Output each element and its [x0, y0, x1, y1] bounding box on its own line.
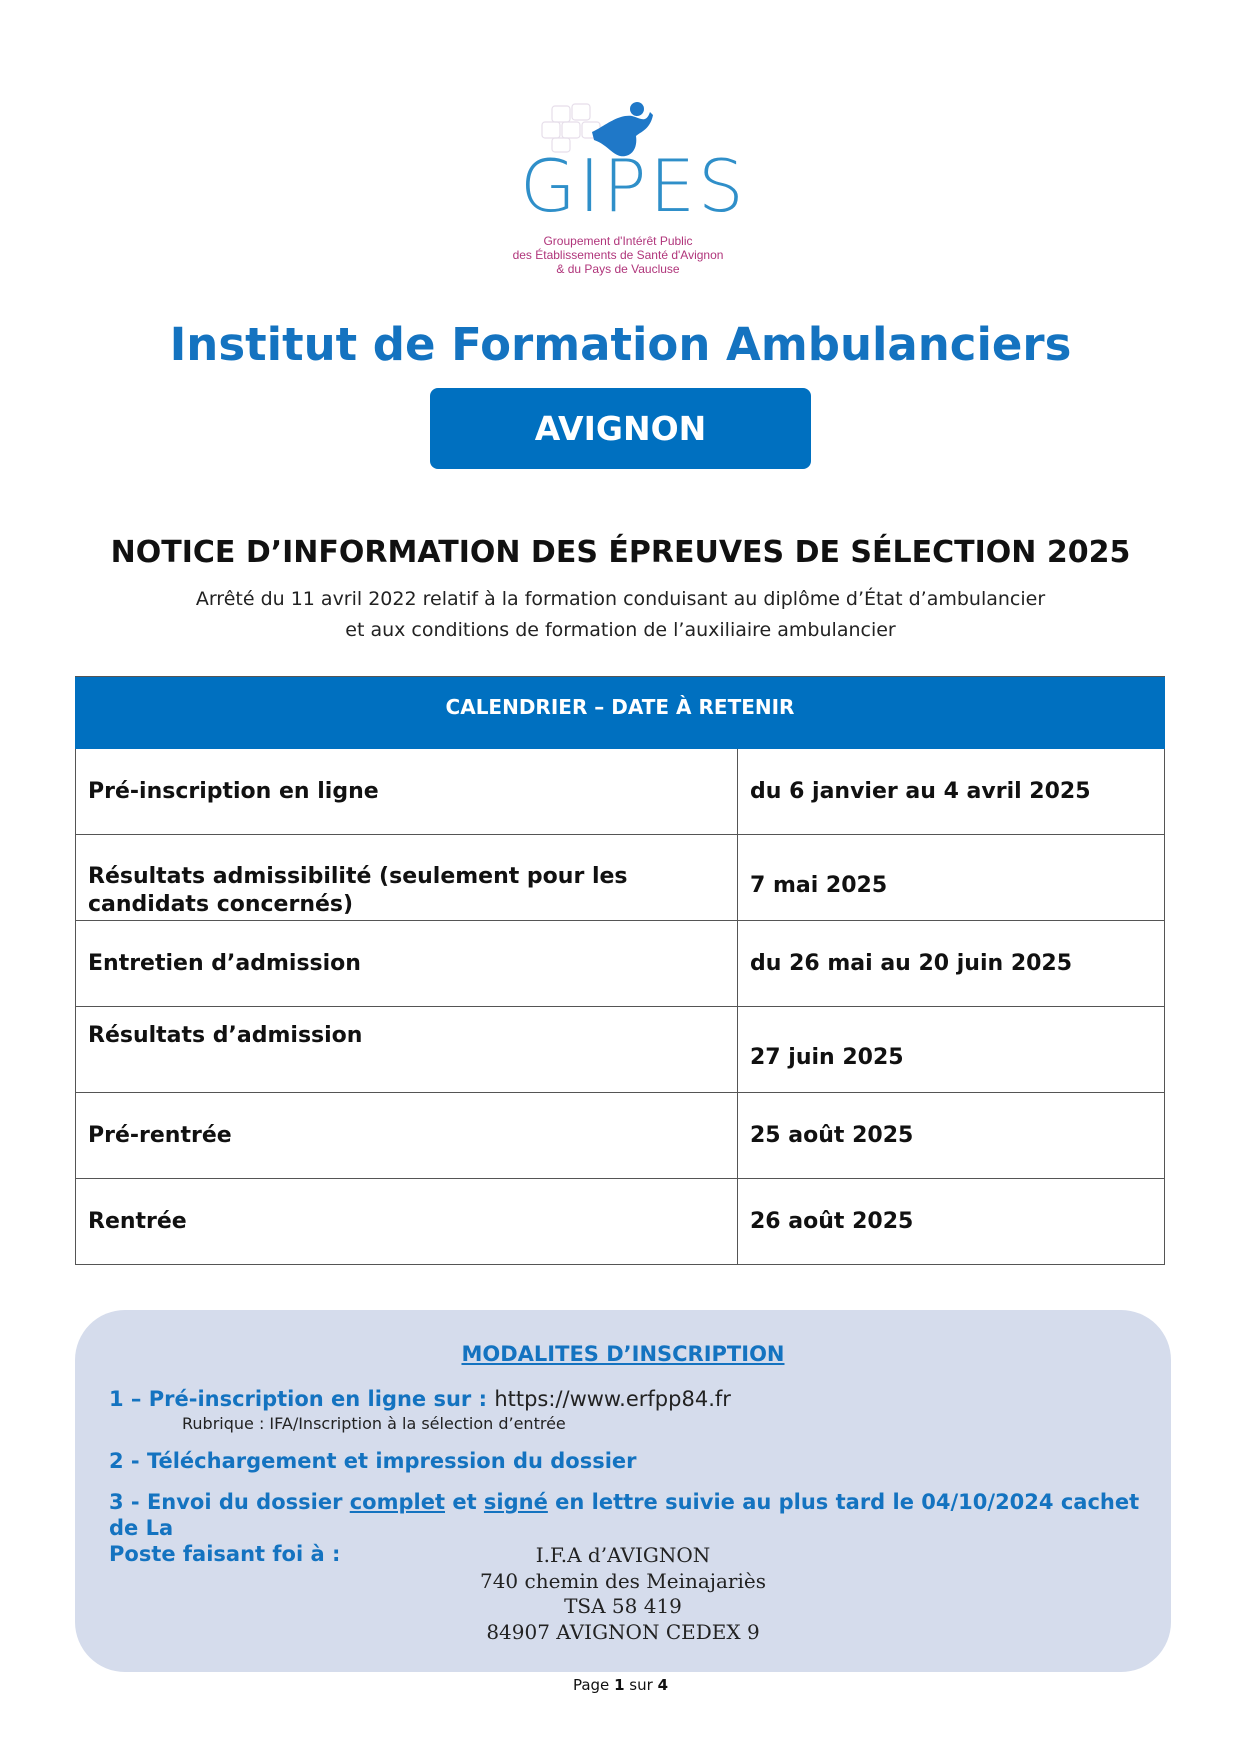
notice-title: NOTICE D’INFORMATION DES ÉPREUVES DE SÉLECTION 2025 — [110, 535, 1131, 570]
table-row — [75, 1179, 1165, 1265]
step-1: 1 – Pré-inscription en ligne sur : https://www.erfpp84.fr — [109, 1387, 731, 1411]
city-badge: AVIGNON — [430, 388, 811, 469]
row-date: 26 août 2025 — [750, 1209, 914, 1234]
row-label: Rentrée — [76, 1179, 738, 1264]
page-number: Page 1 sur 4 — [572, 1676, 669, 1694]
table-row — [75, 749, 1165, 835]
step-3: 3 - Envoi du dossier complet et signé en lettre suivie au plus tard le 04/10/2024 cachet de La Poste faisant foi à : — [109, 1490, 1140, 1566]
logo-wordmark: GIPES — [520, 144, 747, 228]
modalites-panel — [75, 1310, 1171, 1672]
table-row — [75, 1093, 1165, 1179]
logo-subtitle: Groupement d'Intérêt Public des Établissements de Santé d'Avignon & du Pays de Vaucluse — [512, 234, 724, 276]
row-date: 7 mai 2025 — [750, 873, 888, 898]
table-row — [75, 921, 1165, 1007]
row-date: 27 juin 2025 — [750, 1045, 904, 1070]
step-1-rubrique: Rubrique : IFA/Inscription à la sélection d’entrée — [182, 1414, 566, 1433]
modalites-title: MODALITES D’INSCRIPTION — [461, 1342, 785, 1366]
row-date: du 6 janvier au 4 avril 2025 — [750, 779, 1091, 804]
page-title: Institut de Formation Ambulanciers — [169, 318, 1072, 371]
calendar-table — [75, 676, 1165, 1265]
table-row — [75, 835, 1165, 921]
row-date: du 26 mai au 20 juin 2025 — [750, 951, 1073, 976]
calendar-header: CALENDRIER – DATE À RETENIR — [75, 677, 1165, 749]
notice-subtitle: Arrêté du 11 avril 2022 relatif à la formation conduisant au diplôme d’État d’ambulancier et aux conditions de formation de l’auxiliaire ambulancier — [195, 588, 1046, 641]
row-label: Pré-rentrée — [76, 1093, 738, 1178]
table-row — [75, 1007, 1165, 1093]
row-label: Résultats d’admission — [76, 1007, 738, 1092]
postal-address: I.F.A d’AVIGNON 740 chemin des Meinajariès TSA 58 419 84907 AVIGNON CEDEX 9 — [479, 1543, 766, 1644]
row-label: Entretien d’admission — [76, 921, 738, 1006]
row-date: 25 août 2025 — [750, 1123, 914, 1148]
registration-link[interactable]: https://www.erfpp84.fr — [494, 1387, 731, 1411]
row-label: Résultats admissibilité (seulement pour les candidats concernés) — [76, 835, 738, 920]
step-2: 2 - Téléchargement et impression du dossier — [109, 1449, 637, 1473]
row-label: Pré-inscription en ligne — [76, 749, 738, 834]
